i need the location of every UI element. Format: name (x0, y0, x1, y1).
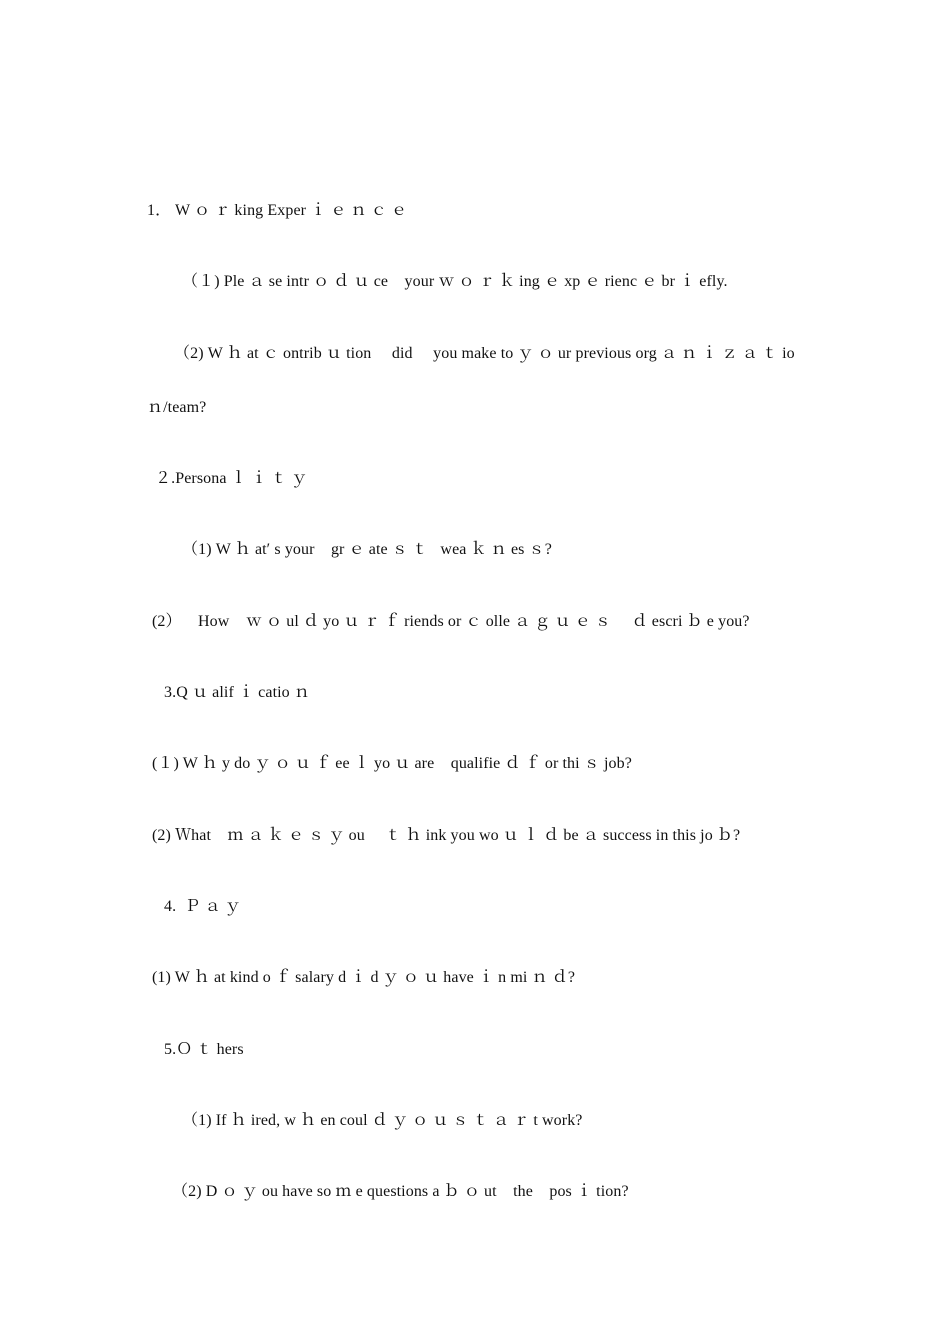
section-heading-pay: 4. Ｐ ａ ｙ (164, 898, 241, 915)
question-start-work: （1) If ｈ ired, w ｈ en coul ｄ ｙ ｏ ｕ ｓ ｔ ａ ｒ t work? (182, 1112, 583, 1129)
question-introduce-experience: （１) Ple ａ se intr ｏ ｄ ｕ ce your ｗ ｏ ｒ ｋ ing ｅ xp ｅ rienc ｅ br ｉ efly. (182, 273, 728, 290)
section-heading-personality: ２.Persona ｌ ｉ ｔ ｙ (155, 470, 308, 487)
section-heading-qualification: 3.Q ｕ alif ｉ catio ｎ (164, 684, 310, 701)
question-contribution: （2) W ｈ at ｃ ontrib ｕ tion did you make to ｙ ｏ ur previous org ａ ｎ ｉ ｚ ａ ｔ io (174, 345, 795, 362)
question-why-qualified: (１) W ｈ y do ｙ ｏ ｕ ｆ ee ｌ yo ｕ are qualifie ｄ ｆ or thi ｓ job? (152, 755, 632, 772)
question-about-position: （2) D ｏ ｙ ou have so ｍ e questions a ｂ ｏ ut the pos ｉ tion? (172, 1183, 629, 1200)
section-heading-working-experience: 1． W ｏ ｒ king Exper ｉ ｅ ｎ ｃ ｅ (147, 202, 408, 219)
question-salary: (1) W ｈ at kind o ｆ salary d ｉ d ｙ ｏ ｕ have ｉ n mi ｎ ｄ? (152, 969, 576, 986)
question-greatest-weakness: （1) W ｈ at′ s your gr ｅ ate ｓ ｔ wea ｋ ｎ es ｓ? (182, 541, 552, 558)
question-success-in-job: (2) Ｗhat ｍ ａ ｋ ｅ ｓ ｙ ou ｔ ｈ ink you wo ｕ ｌ ｄ be ａ success in this jo ｂ? (152, 827, 741, 844)
section-heading-others: 5.Ｏ ｔ hers (164, 1041, 244, 1058)
question-friends-describe: (2） How ｗ ｏ ul ｄ yo ｕ ｒ ｆ riends or ｃ olle ａ ｇ ｕ ｅ ｓ ｄ escri ｂ e you? (152, 613, 750, 630)
question-contribution-continued: ｎ/team? (147, 399, 207, 416)
